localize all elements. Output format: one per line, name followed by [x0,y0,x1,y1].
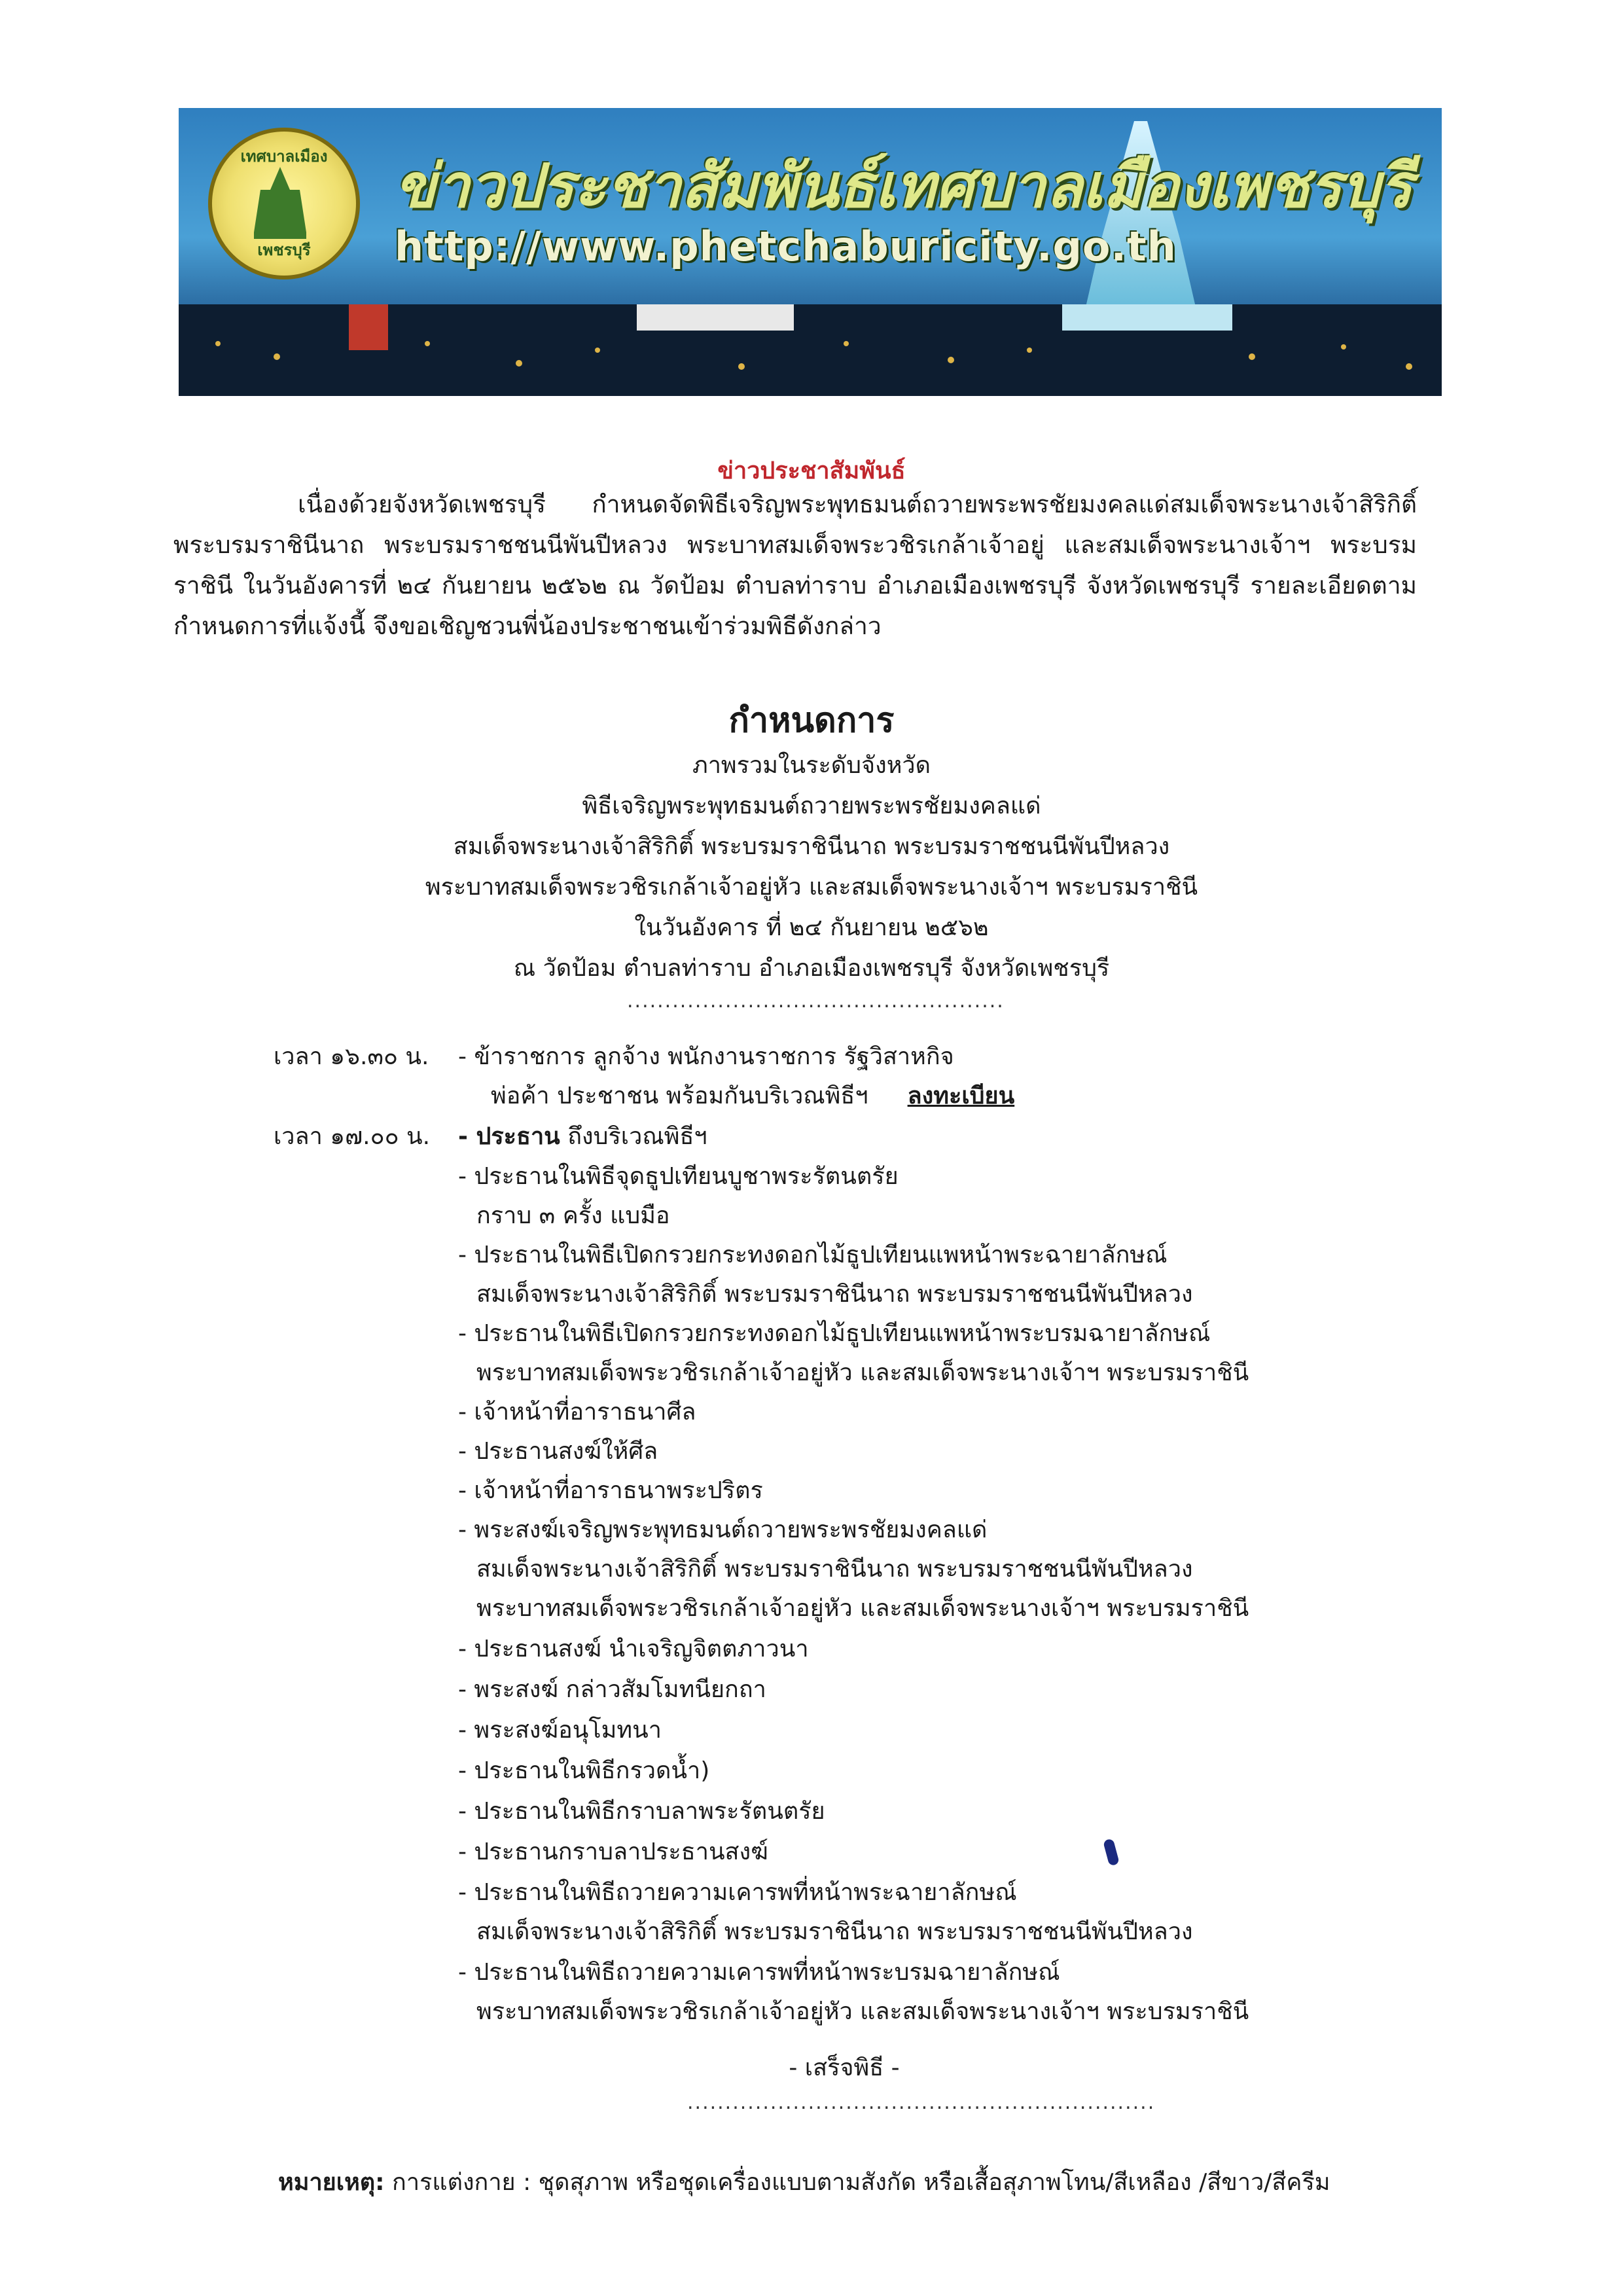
schedule-item: - ประธานสงฆ์ให้ศีล [458,1438,658,1465]
pr-heading: ข่าวประชาสัมพันธ์ [717,457,906,484]
schedule-title: กำหนดการ [728,701,895,740]
schedule-subtitle: สมเด็จพระนางเจ้าสิริกิติ์ พระบรมราชินีนาถ พระบรมราชชนนีพันปีหลวง [453,833,1170,860]
intro-paragraph [173,484,1417,647]
schedule-item-cont: พระบาทสมเด็จพระวชิรเกล้าเจ้าอยู่หัว และสมเด็จพระนางเจ้าฯ พระบรมราชินี [476,1595,1249,1622]
schedule-subtitle: ณ วัดป้อม ตำบลท่าราบ อำเภอเมืองเพชรบุรี จังหวัดเพชรบุรี [513,955,1110,982]
schedule-item-cont: สมเด็จพระนางเจ้าสิริกิติ์ พระบรมราชินีนาถ พระบรมราชชนนีพันปีหลวง [476,1918,1193,1945]
seal-top-text: เทศบาลเมือง [240,147,328,166]
schedule-subtitle: ภาพรวมในระดับจังหวัด [692,752,931,779]
municipality-seal [208,128,360,279]
schedule-item-cont: กราบ ๓ ครั้ง แบมือ [476,1202,670,1229]
schedule-item: - เจ้าหน้าที่อาราธนาศีล [458,1399,696,1426]
schedule-item: - ประธานในพิธีกราบลาพระรัตนตรัย [458,1798,825,1825]
seal-bottom-text: เพชรบุรี [257,241,311,259]
header-banner [179,108,1442,396]
schedule-item: - ประธานในพิธีจุดธูปเทียนบูชาพระรัตนตรัย [458,1163,899,1190]
schedule-subtitle: พิธีเจริญพระพุทธมนต์ถวายพระพรชัยมงคลแด่ [582,793,1041,819]
schedule-item [458,1117,707,1155]
dress-code-note [278,2163,1330,2200]
banner-title: ข่าวประชาสัมพันธ์เทศบาลเมืองเพชรบุรี [395,151,1412,221]
schedule-item: - ประธานในพิธีถวายความเคารพที่หน้าพระบรมฉายาลักษณ์ [458,1959,1060,1986]
schedule-item: - เจ้าหน้าที่อาราธนาพระปริตร [458,1477,763,1504]
schedule-item: - ประธานในพิธีถวายความเคารพที่หน้าพระฉายาลักษณ์ [458,1879,1017,1906]
schedule-item: - พระสงฆ์เจริญพระพุทธมนต์ถวายพระพรชัยมงคลแด่ [458,1516,988,1543]
schedule-item: - ข้าราชการ ลูกจ้าง พนักงานราชการ รัฐวิสาหกิจ [458,1043,954,1070]
schedule-item: - พระสงฆ์ กล่าวสัมโมทนียกถา [458,1676,766,1703]
schedule-item-cont: พระบาทสมเด็จพระวชิรเกล้าเจ้าอยู่หัว และสมเด็จพระนางเจ้าฯ พระบรมราชินี [476,1359,1249,1386]
schedule-item: - ประธานกราบลาประธานสงฆ์ [458,1839,768,1865]
schedule-item-text: ถึงบริเวณพิธีฯ [560,1123,707,1150]
schedule-item-text: พ่อค้า ประชาชน พร้อมกันบริเวณพิธีฯ [491,1083,868,1109]
schedule-item: - ประธานในพิธีกรวดน้ำ) [458,1757,710,1784]
schedule-item: - ประธานในพิธีเปิดกรวยกระทงดอกไม้ธูปเทียนแพหน้าพระฉายาลักษณ์ [458,1242,1168,1268]
ink-mark [1103,1839,1120,1867]
schedule-item: - ประธานในพิธีเปิดกรวยกระทงดอกไม้ธูปเทียนแพหน้าพระบรมฉายาลักษณ์ [458,1320,1211,1347]
register-label: ลงทะเบียน [907,1083,1015,1109]
schedule-item-cont: สมเด็จพระนางเจ้าสิริกิติ์ พระบรมราชินีนาถ พระบรมราชชนนีพันปีหลวง [476,1556,1193,1583]
note-label: หมายเหตุ: [278,2169,385,2196]
banner-url[interactable]: http://www.phetchaburicity.go.th [395,223,1177,270]
schedule-item-cont: พระบาทสมเด็จพระวชิรเกล้าเจ้าอยู่หัว และสมเด็จพระนางเจ้าฯ พระบรมราชินี [476,1998,1249,2025]
note-text: การแต่งกาย : ชุดสุภาพ หรือชุดเครื่องแบบตามสังกัด หรือเสื้อสุภาพโทน/สีเหลือง /สีขาว/สีครีม [384,2169,1330,2196]
schedule-item-cont: สมเด็จพระนางเจ้าสิริกิติ์ พระบรมราชินีนาถ พระบรมราชชนนีพันปีหลวง [476,1281,1193,1308]
divider-dots: .............................................................. [687,2091,1156,2114]
divider-dots: .................................................. [627,990,1005,1013]
end-of-ceremony: - เสร็จพิธี - [789,2054,900,2081]
intro-text: เนื่องด้วยจังหวัดเพชรบุรี กำหนดจัดพิธีเจริญพระพุทธมนต์ถวายพระพรชัยมงคลแด่สมเด็จพระนางเจ้าสิริกิติ์ พระบรมราชินีนาถ พระบรมราชชนนีพันปีหลวง พระบาทสมเด็จพระวชิรเกล้าเจ้าอยู่ และสมเด็จพระนางเจ้าฯ พระบรมราชินี ในวันอังคารที่ ๒๔ กันยายน ๒๕๖๒ ณ วัดป้อม ตำบลท่าราบ อำเภอเมืองเพชรบุรี จังหวัดเพชรบุรี รายละเอียดตามกำหนดการที่แจ้งนี้ จึงขอเชิญชวนพี่น้องประชาชนเข้าร่วมพิธีดังกล่าว [173,490,1417,640]
schedule-item: - พระสงฆ์อนุโมทนา [458,1717,662,1744]
schedule-item: - ประธานสงฆ์ นำเจริญจิตตภาวนา [458,1636,809,1662]
time-label: เวลา ๑๖.๓๐ น. [274,1043,429,1070]
chair-label: - ประธาน [458,1123,560,1150]
schedule-subtitle: พระบาทสมเด็จพระวชิรเกล้าเจ้าอยู่หัว และสมเด็จพระนางเจ้าฯ พระบรมราชินี [425,874,1198,901]
time-label: เวลา ๑๗.๐๐ น. [274,1123,431,1150]
schedule-item-cont [491,1077,1014,1114]
schedule-subtitle: ในวันอังคาร ที่ ๒๔ กันยายน ๒๕๖๒ [634,914,989,941]
